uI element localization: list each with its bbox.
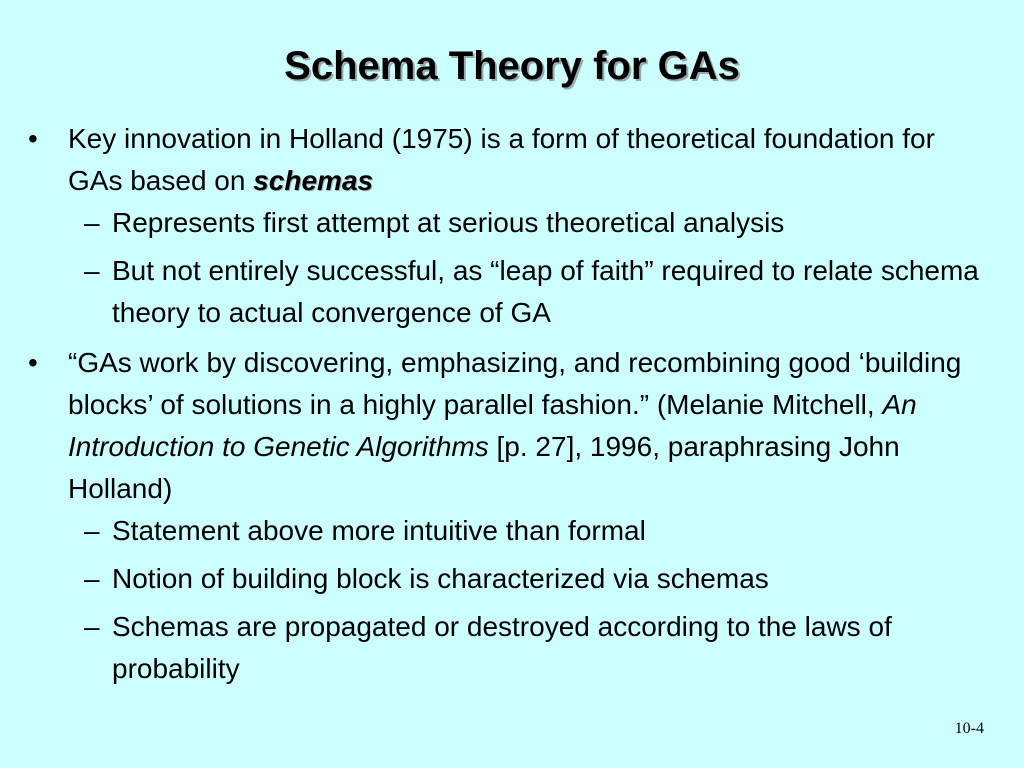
dash-glyph: – bbox=[84, 255, 100, 286]
dash-glyph: – bbox=[84, 515, 100, 546]
schemas-emphasis: schemas bbox=[253, 165, 374, 196]
sub-bullet-building-block bbox=[28, 558, 988, 600]
bullet-text: “GAs work by discovering, emphasizing, and recombining good ‘building blocks’ of solutions in a highly parallel fashion.” (Melanie Mitchell, bbox=[68, 347, 962, 420]
sub-bullet-propagated bbox=[28, 606, 988, 690]
dash-glyph: – bbox=[84, 611, 100, 642]
sub-bullet-text: Statement above more intuitive than formal bbox=[112, 515, 646, 546]
slide-body bbox=[28, 118, 988, 690]
bullet-glyph: • bbox=[28, 347, 38, 378]
slide-title: Schema Theory for GAs bbox=[284, 44, 740, 88]
dash-glyph: – bbox=[84, 207, 100, 238]
dash-glyph: – bbox=[84, 563, 100, 594]
bullet-glyph: • bbox=[28, 123, 38, 154]
page-number: 10-4 bbox=[954, 720, 984, 737]
sub-bullet-text: But not entirely successful, as “leap of faith” required to relate schema theory to actual convergence of GA bbox=[112, 255, 979, 328]
book-title: An Introduction to Genetic Algorithms bbox=[68, 389, 917, 462]
sub-bullet-text: Notion of building block is characterized via schemas bbox=[112, 563, 769, 594]
sub-bullet-leap-of-faith bbox=[28, 250, 988, 334]
sub-bullet-text: Schemas are propagated or destroyed according to the laws of probability bbox=[112, 611, 892, 684]
bullet-mitchell-quote bbox=[28, 342, 988, 510]
sub-bullet-text: Represents first attempt at serious theoretical analysis bbox=[112, 207, 785, 238]
bullet-text: Key innovation in Holland (1975) is a form of theoretical foundation for GAs based on bbox=[68, 123, 935, 196]
sub-bullet-intuitive bbox=[28, 510, 988, 552]
bullet-text-citation: [p. 27], 1996, paraphrasing John Holland) bbox=[68, 431, 900, 504]
bullet-key-innovation bbox=[28, 118, 988, 202]
sub-bullet-first-attempt bbox=[28, 202, 988, 244]
